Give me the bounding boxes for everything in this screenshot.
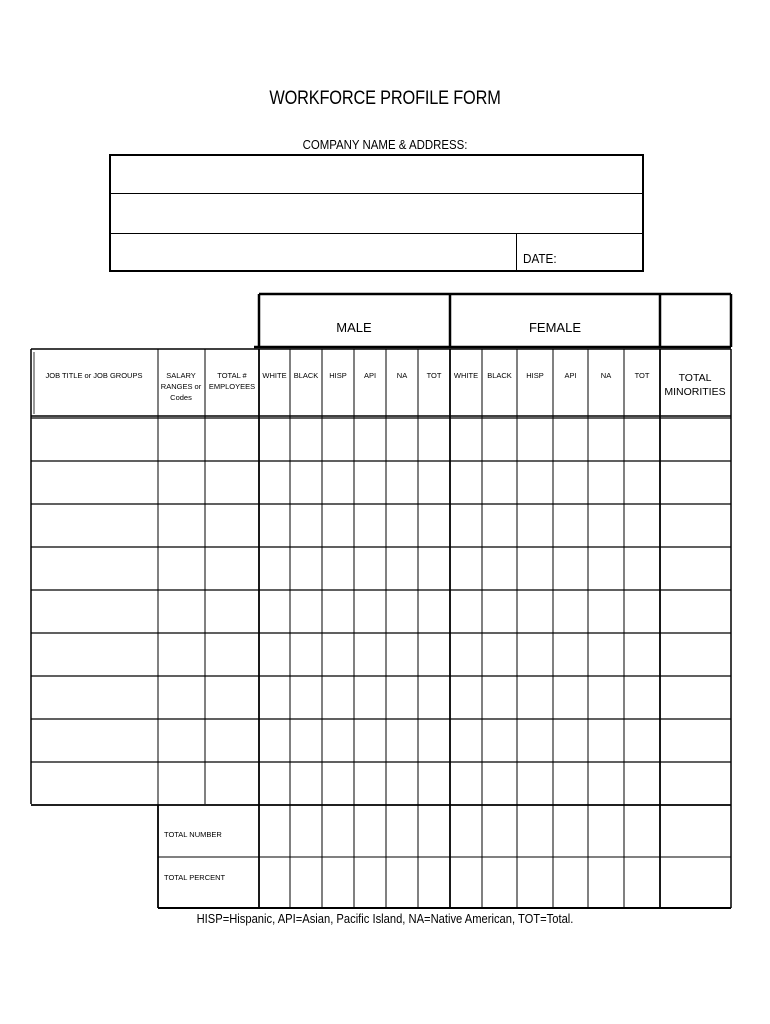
male-count-cell[interactable] [290, 418, 322, 461]
salary-cell[interactable] [158, 633, 205, 676]
job-title-cell[interactable] [31, 762, 158, 805]
female-count-cell[interactable] [482, 676, 517, 719]
total-number-cell[interactable] [482, 805, 517, 857]
total-percent-cell[interactable] [553, 857, 588, 909]
salary-cell[interactable] [158, 719, 205, 762]
female-count-cell[interactable] [517, 676, 553, 719]
male-count-cell[interactable] [386, 590, 418, 633]
female-count-cell[interactable] [482, 504, 517, 547]
male-count-cell[interactable] [418, 547, 450, 590]
total-minorities-header: TOTAL [678, 372, 712, 384]
salary-cell[interactable] [158, 590, 205, 633]
male-count-cell[interactable] [418, 762, 450, 805]
male-count-cell[interactable] [418, 676, 450, 719]
job-title-cell[interactable] [31, 590, 158, 633]
female-count-cell[interactable] [482, 418, 517, 461]
male-count-cell[interactable] [354, 719, 386, 762]
female-count-cell[interactable] [517, 418, 553, 461]
total-minorities-cell[interactable] [660, 676, 731, 719]
total-employees-cell[interactable] [205, 504, 259, 547]
female-count-cell[interactable] [624, 461, 660, 504]
total-number-cell[interactable] [660, 805, 731, 857]
total-minorities-header: MINORITIES [664, 386, 726, 398]
female-count-cell[interactable] [588, 762, 624, 805]
male-col-hisp: HISP [329, 371, 347, 380]
total-percent-cell[interactable] [517, 857, 553, 909]
male-count-cell[interactable] [290, 676, 322, 719]
male-count-cell[interactable] [354, 590, 386, 633]
female-count-cell[interactable] [553, 633, 588, 676]
total-minorities-cell[interactable] [660, 504, 731, 547]
total-employees-header: TOTAL # [217, 371, 247, 380]
job-title-cell[interactable] [31, 676, 158, 719]
female-count-cell[interactable] [482, 590, 517, 633]
footnote: HISP=Hispanic, API=Asian, Pacific Island, NA=Native American, TOT=Total. [196, 911, 574, 926]
male-count-cell[interactable] [354, 461, 386, 504]
female-count-cell[interactable] [517, 762, 553, 805]
total-number-cell[interactable] [386, 805, 418, 857]
female-col-black: BLACK [487, 371, 512, 380]
job-title-cell[interactable] [31, 547, 158, 590]
female-count-cell[interactable] [450, 461, 482, 504]
total-percent-cell[interactable] [386, 857, 418, 909]
total-employees-cell[interactable] [205, 590, 259, 633]
job-title-cell[interactable] [31, 418, 158, 461]
total-number-cell[interactable] [354, 805, 386, 857]
female-count-cell[interactable] [553, 719, 588, 762]
total-number-cell[interactable] [418, 805, 450, 857]
male-count-cell[interactable] [322, 504, 354, 547]
female-count-cell[interactable] [553, 461, 588, 504]
female-count-cell[interactable] [517, 504, 553, 547]
total-percent-cell[interactable] [290, 857, 322, 909]
male-count-cell[interactable] [259, 461, 290, 504]
salary-cell[interactable] [158, 547, 205, 590]
male-count-cell[interactable] [290, 504, 322, 547]
male-count-cell[interactable] [259, 547, 290, 590]
male-count-cell[interactable] [354, 762, 386, 805]
total-minorities-cell[interactable] [660, 461, 731, 504]
male-count-cell[interactable] [259, 504, 290, 547]
job-title-header: JOB TITLE or JOB GROUPS [45, 371, 143, 380]
male-count-cell[interactable] [386, 719, 418, 762]
male-count-cell[interactable] [354, 547, 386, 590]
female-count-cell[interactable] [450, 504, 482, 547]
female-count-cell[interactable] [588, 504, 624, 547]
male-count-cell[interactable] [322, 547, 354, 590]
male-count-cell[interactable] [259, 719, 290, 762]
male-count-cell[interactable] [322, 676, 354, 719]
total-minorities-cell[interactable] [660, 547, 731, 590]
job-title-cell[interactable] [31, 633, 158, 676]
total-minorities-cell[interactable] [660, 590, 731, 633]
salary-cell[interactable] [158, 504, 205, 547]
total-percent-cell[interactable] [418, 857, 450, 909]
male-count-cell[interactable] [418, 590, 450, 633]
job-title-cell[interactable] [31, 719, 158, 762]
male-col-black: BLACK [293, 371, 319, 380]
female-count-cell[interactable] [624, 762, 660, 805]
female-count-cell[interactable] [450, 676, 482, 719]
female-col-na: NA [600, 371, 612, 380]
male-count-cell[interactable] [290, 633, 322, 676]
total-percent-cell[interactable] [354, 857, 386, 909]
male-count-cell[interactable] [290, 547, 322, 590]
total-percent-cell[interactable] [259, 857, 290, 909]
total-percent-cell[interactable] [660, 857, 731, 909]
male-count-cell[interactable] [418, 719, 450, 762]
total-number-cell[interactable] [553, 805, 588, 857]
salary-header: RANGES or [160, 382, 202, 391]
female-count-cell[interactable] [482, 547, 517, 590]
male-count-cell[interactable] [418, 504, 450, 547]
total-employees-cell[interactable] [205, 633, 259, 676]
job-title-cell[interactable] [31, 504, 158, 547]
male-count-cell[interactable] [354, 676, 386, 719]
total-number-cell[interactable] [322, 805, 354, 857]
total-minorities-cell[interactable] [660, 418, 731, 461]
salary-cell[interactable] [158, 418, 205, 461]
male-count-cell[interactable] [386, 461, 418, 504]
female-count-cell[interactable] [450, 547, 482, 590]
female-col-tot: TOT [634, 371, 650, 380]
male-count-cell[interactable] [386, 418, 418, 461]
male-count-cell[interactable] [418, 633, 450, 676]
female-count-cell[interactable] [588, 676, 624, 719]
total-employees-cell[interactable] [205, 461, 259, 504]
female-count-cell[interactable] [588, 719, 624, 762]
total-percent-cell[interactable] [482, 857, 517, 909]
male-count-cell[interactable] [259, 676, 290, 719]
male-count-cell[interactable] [386, 762, 418, 805]
female-count-cell[interactable] [450, 418, 482, 461]
male-count-cell[interactable] [322, 762, 354, 805]
total-minorities-cell[interactable] [660, 633, 731, 676]
company-name-address-label: COMPANY NAME & ADDRESS: [302, 137, 468, 152]
female-col-hisp: HISP [526, 371, 544, 380]
salary-cell[interactable] [158, 762, 205, 805]
female-count-cell[interactable] [588, 461, 624, 504]
female-count-cell[interactable] [517, 547, 553, 590]
female-count-cell[interactable] [517, 461, 553, 504]
female-count-cell[interactable] [553, 418, 588, 461]
female-col-white: WHITE [453, 371, 479, 380]
total-percent-cell[interactable] [450, 857, 482, 909]
total-number-cell[interactable] [624, 805, 660, 857]
form-title: WORKFORCE PROFILE FORM [269, 88, 501, 109]
female-header: FEMALE [528, 320, 582, 335]
male-col-white: WHITE [262, 371, 287, 380]
male-count-cell[interactable] [290, 719, 322, 762]
male-count-cell[interactable] [322, 461, 354, 504]
female-count-cell[interactable] [624, 590, 660, 633]
total-number-label: TOTAL NUMBER [164, 830, 222, 839]
total-percent-cell[interactable] [588, 857, 624, 909]
total-employees-header: EMPLOYEES [208, 382, 256, 391]
male-count-cell[interactable] [322, 418, 354, 461]
male-count-cell[interactable] [354, 418, 386, 461]
total-number-cell[interactable] [450, 805, 482, 857]
female-count-cell[interactable] [624, 633, 660, 676]
male-count-cell[interactable] [418, 461, 450, 504]
male-col-api: API [363, 371, 377, 380]
male-count-cell[interactable] [259, 633, 290, 676]
female-count-cell[interactable] [624, 504, 660, 547]
male-count-cell[interactable] [259, 762, 290, 805]
total-employees-cell[interactable] [205, 418, 259, 461]
male-count-cell[interactable] [259, 418, 290, 461]
total-percent-label: TOTAL PERCENT [164, 873, 226, 882]
female-count-cell[interactable] [624, 418, 660, 461]
male-count-cell[interactable] [386, 633, 418, 676]
female-count-cell[interactable] [553, 547, 588, 590]
male-count-cell[interactable] [386, 504, 418, 547]
total-number-cell[interactable] [588, 805, 624, 857]
female-count-cell[interactable] [450, 633, 482, 676]
male-count-cell[interactable] [290, 762, 322, 805]
total-employees-cell[interactable] [205, 762, 259, 805]
female-count-cell[interactable] [588, 547, 624, 590]
male-col-na: NA [396, 371, 408, 380]
female-count-cell[interactable] [517, 590, 553, 633]
male-count-cell[interactable] [322, 633, 354, 676]
male-col-tot: TOT [426, 371, 442, 380]
female-count-cell[interactable] [450, 590, 482, 633]
female-count-cell[interactable] [517, 633, 553, 676]
total-number-cell[interactable] [290, 805, 322, 857]
date-label: DATE: [523, 251, 557, 266]
female-count-cell[interactable] [482, 762, 517, 805]
job-title-cell[interactable] [31, 461, 158, 504]
total-number-cell[interactable] [259, 805, 290, 857]
female-count-cell[interactable] [588, 633, 624, 676]
total-minorities-cell[interactable] [660, 719, 731, 762]
male-count-cell[interactable] [322, 590, 354, 633]
male-count-cell[interactable] [354, 504, 386, 547]
female-count-cell[interactable] [482, 719, 517, 762]
female-count-cell[interactable] [450, 762, 482, 805]
salary-header: SALARY [166, 371, 196, 380]
total-employees-cell[interactable] [205, 719, 259, 762]
male-count-cell[interactable] [290, 590, 322, 633]
female-count-cell[interactable] [588, 418, 624, 461]
salary-cell[interactable] [158, 676, 205, 719]
total-minorities-cell[interactable] [660, 762, 731, 805]
total-percent-cell[interactable] [322, 857, 354, 909]
male-count-cell[interactable] [290, 461, 322, 504]
male-count-cell[interactable] [354, 633, 386, 676]
male-count-cell[interactable] [386, 676, 418, 719]
female-count-cell[interactable] [553, 676, 588, 719]
total-percent-cell[interactable] [624, 857, 660, 909]
total-employees-cell[interactable] [205, 547, 259, 590]
male-header: MALE [336, 320, 372, 335]
male-count-cell[interactable] [259, 590, 290, 633]
male-count-cell[interactable] [386, 547, 418, 590]
female-count-cell[interactable] [553, 590, 588, 633]
female-count-cell[interactable] [624, 547, 660, 590]
female-count-cell[interactable] [482, 461, 517, 504]
table-lines [31, 294, 731, 909]
male-count-cell[interactable] [322, 719, 354, 762]
female-count-cell[interactable] [553, 504, 588, 547]
salary-header: Codes [170, 393, 192, 402]
female-col-api: API [564, 371, 577, 380]
female-count-cell[interactable] [624, 719, 660, 762]
female-count-cell[interactable] [624, 676, 660, 719]
female-count-cell[interactable] [588, 590, 624, 633]
female-count-cell[interactable] [450, 719, 482, 762]
male-count-cell[interactable] [418, 418, 450, 461]
female-count-cell[interactable] [517, 719, 553, 762]
salary-cell[interactable] [158, 461, 205, 504]
total-employees-cell[interactable] [205, 676, 259, 719]
total-number-cell[interactable] [517, 805, 553, 857]
female-count-cell[interactable] [553, 762, 588, 805]
female-count-cell[interactable] [482, 633, 517, 676]
